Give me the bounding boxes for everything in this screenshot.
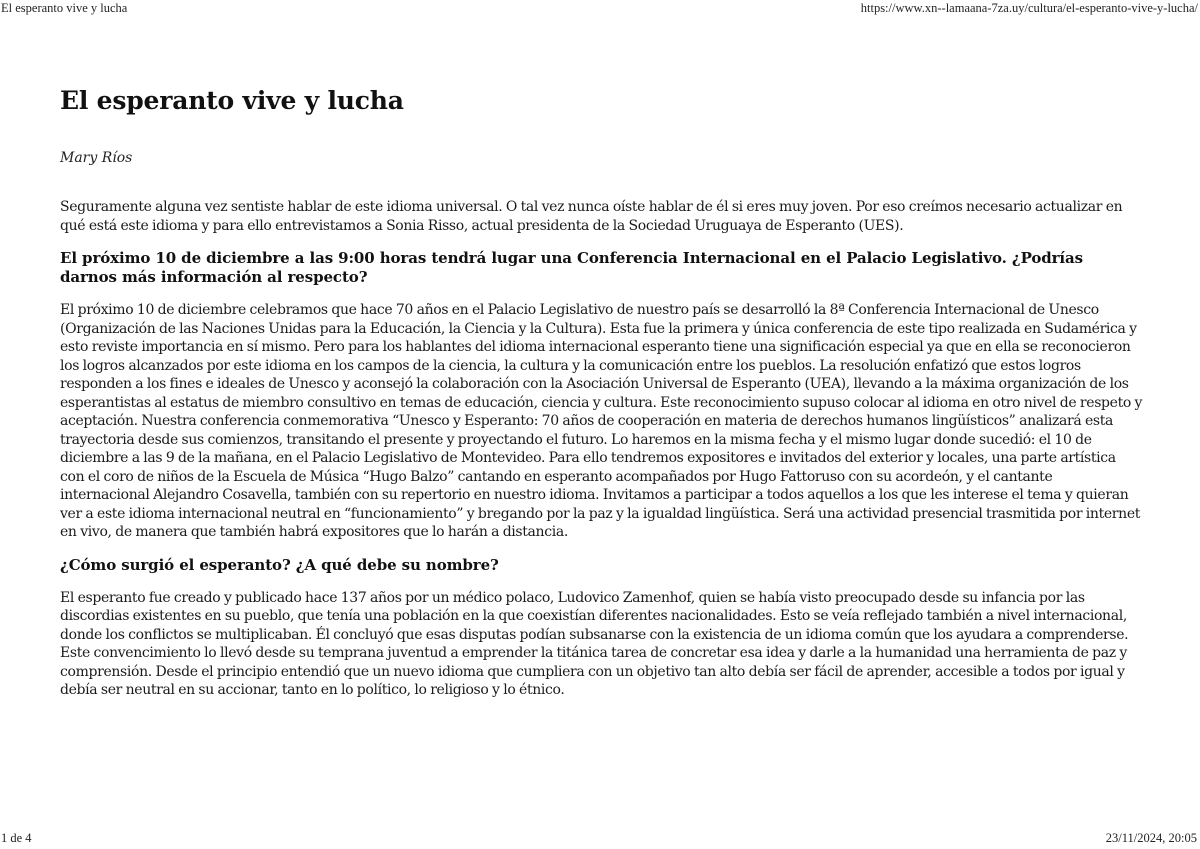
article-title: El esperanto vive y lucha: [60, 86, 404, 115]
print-footer: [0, 831, 1200, 847]
print-header-url: https://www.xn--lamaana-7za.uy/cultura/el-esperanto-vive-y-lucha/: [860, 1, 1198, 15]
article-author: Mary Ríos: [60, 150, 133, 166]
article: [60, 84, 1143, 700]
print-header-title: El esperanto vive y lucha: [1, 1, 128, 15]
interview-question-1: El próximo 10 de diciembre a las 9:00 horas tendrá lugar una Conferencia Internacional en el Palacio Legislativo. ¿Podrías darnos más información al respecto?: [60, 249, 1083, 286]
interview-question-2: ¿Cómo surgió el esperanto? ¿A qué debe su nombre?: [60, 555, 499, 574]
print-header: [0, 1, 1200, 17]
article-lead-paragraph: Seguramente alguna vez sentiste hablar de este idioma universal. O tal vez nunca oíste hablar de él si eres muy joven. Por eso creímos necesario actualizar en qué está este idioma y para ello entrevistamos a Sonia Risso, actual presidenta de la Sociedad Uruguaya de Esperanto (UES).: [60, 199, 1123, 234]
page-number: 1 de 4: [1, 831, 32, 845]
interview-answer-2: El esperanto fue creado y publicado hace 137 años por un médico polaco, Ludovico Zamenhof, quien se había visto preocupado desde su infancia por las discordias existentes en su pueblo, que tenía una población en la que coexistían diferentes nacionalidades. Esto se veía reflejado también a nivel internacional, donde los conflictos se multiplicaban. Él concluyó que esas disputas podían subsanarse con la existencia de un idioma común que los ayudara a comprenderse. Este convencimiento lo llevó desde su temprana juventud a emprender la titánica tarea de concretar esa idea y darle a la humanidad una herramienta de paz y comprensión. Desde el principio entendió que un nuevo idioma que cumpliera con un objetivo tan alto debía ser fácil de aprender, accesible a todos por igual y debía ser neutral en su accionar, tanto en lo político, lo religioso y lo étnico.: [60, 589, 1129, 698]
print-datetime: 23/11/2024, 20:05: [1105, 831, 1197, 845]
interview-answer-1: El próximo 10 de diciembre celebramos que hace 70 años en el Palacio Legislativo de nuestro país se desarrolló la 8ª Conferencia Internacional de Unesco (Organización de las Naciones Unidas para la Educación, la Ciencia y la Cultura). Esta fue la primera y única conferencia de este tipo realizada en Sudamérica y esto reviste importancia en sí mismo. Pero para los hablantes del idioma internacional esperanto tiene una significación especial ya que en ella se reconocieron los logros alcanzados por este idioma en los campos de la ciencia, la cultura y la comunicación entre los pueblos. La resolución enfatizó que estos logros responden a los fines e ideales de Unesco y aconsejó la colaboración con la Asociación Universal de Esperanto (UEA), llevando a la máxima organización de los esperantistas al estatus de miembro consultivo en temas de educación, ciencia y cultura. Este reconocimiento supuso colocar al idioma en otro nivel de respeto y aceptación. Nuestra conferencia conmemorativa “Unesco y Esperanto: 70 años de cooperación en materia de derechos humanos lingüísticos” analizará esta trayectoria desde sus comienzos, transitando el presente y proyectando el futuro. Lo haremos en la misma fecha y el mismo lugar donde sucedió: el 10 de diciembre a las 9 de la mañana, en el Palacio Legislativo de Montevideo. Para ello tendremos expositores e invitados del exterior y locales, una parte artística con el coro de niños de la Escuela de Música “Hugo Balzo” cantando en esperanto acompañados por Hugo Fattoruso con su acordeón, y el cantante internacional Alejandro Cosavella, también con su repertorio en nuestro idioma. Invitamos a participar a todos aquellos a los que les interese el tema y quieran ver a este idioma internacional neutral en “funcionamiento” y bregando por la paz y la igualdad lingüística. Será una actividad presencial trasmitida por internet en vivo, de manera que también habrá expositores que lo harán a distancia.: [60, 302, 1143, 540]
